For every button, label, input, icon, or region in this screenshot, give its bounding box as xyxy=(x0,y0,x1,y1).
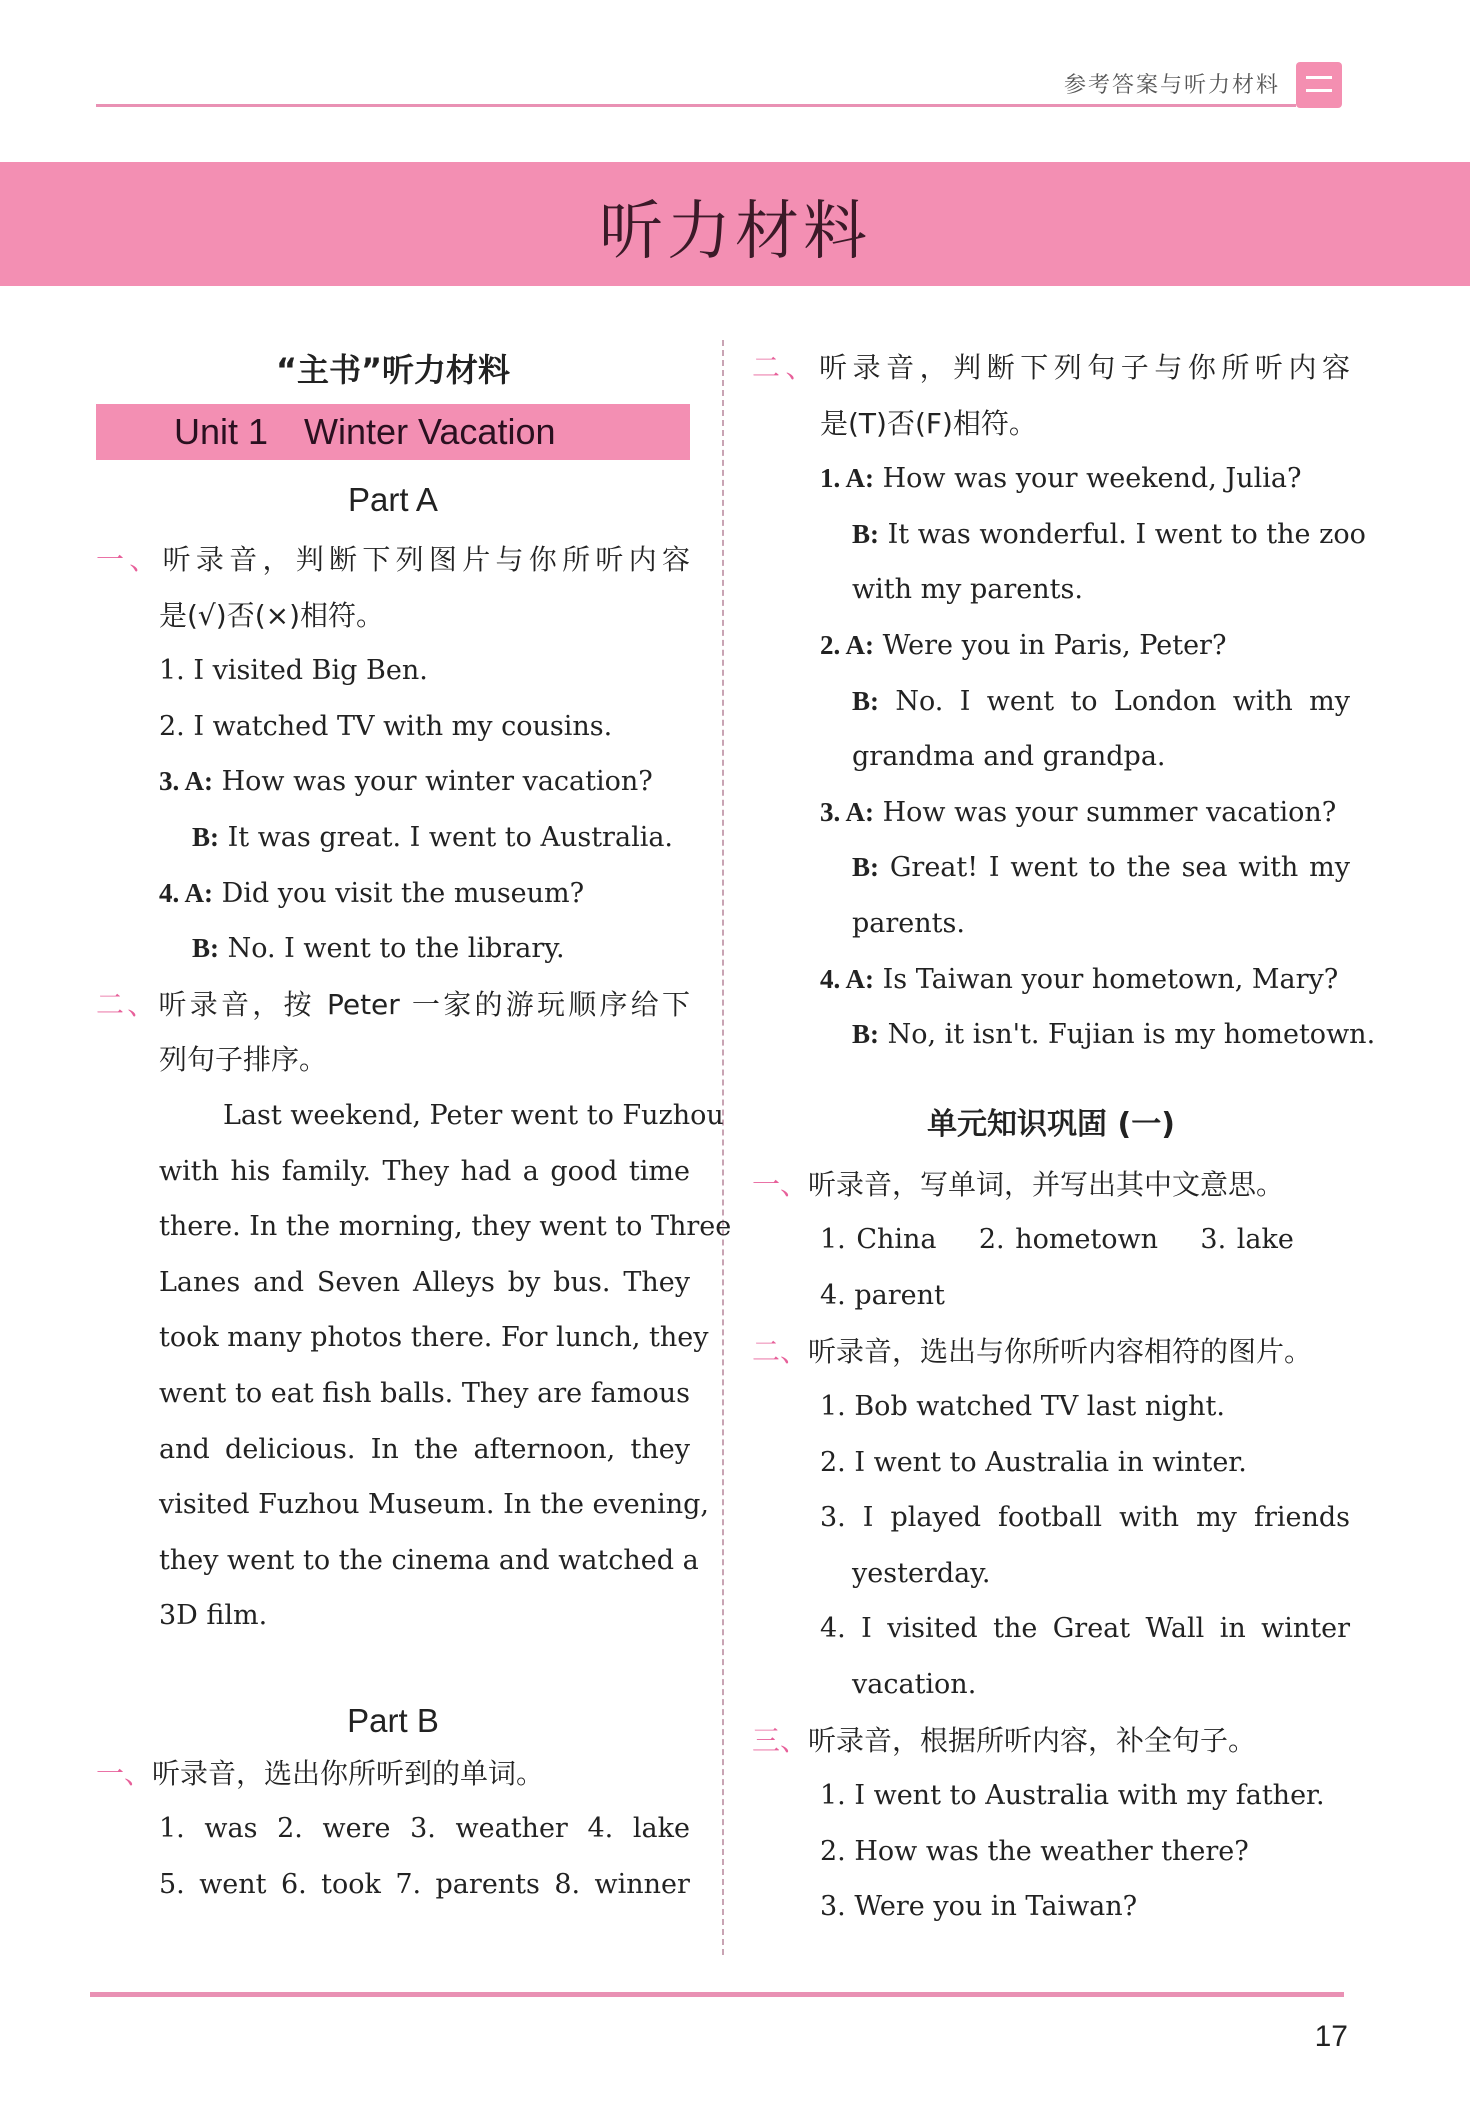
word-item: 2. hometown xyxy=(978,1224,1159,1256)
dialogue-line: 3. A: How was your winter vacation? xyxy=(159,766,653,798)
page-header xyxy=(96,62,1342,108)
page-number: 17 xyxy=(1314,2020,1348,2053)
c-section-2-heading: 二、听录音，选出与你所听内容相符的图片。 xyxy=(752,1334,1313,1368)
passage-line: visited Fuzhou Museum. In the evening, xyxy=(159,1489,709,1521)
list-item: 2. I went to Australia in winter. xyxy=(820,1446,1247,1478)
dialogue-line: B: Great! I went to the sea with my xyxy=(852,852,1350,884)
list-item: 1. I visited Big Ben. xyxy=(159,655,428,687)
word-item: 4. lake xyxy=(587,1813,690,1845)
word-item: 8. winner xyxy=(554,1869,690,1901)
list-item: 2. How was the weather there? xyxy=(820,1835,1249,1867)
dialogue-line: parents. xyxy=(852,907,965,939)
word-item: 3. lake xyxy=(1200,1224,1294,1256)
passage-line: took many photos there. For lunch, they xyxy=(159,1322,709,1354)
passage-line: Last weekend, Peter went to Fuzhou xyxy=(223,1099,724,1131)
list-item: 2. I watched TV with my cousins. xyxy=(159,710,613,742)
consolidation-title: 单元知识巩固 (一) xyxy=(927,1106,1175,1142)
dialogue-line: 4. A: Did you visit the museum? xyxy=(159,877,585,909)
section-1-heading-cont: 是(√)否(×)相符。 xyxy=(159,598,384,632)
book-title: “主书”听力材料 xyxy=(275,351,511,389)
list-item: 3. I played football with my friends xyxy=(820,1502,1350,1534)
c-section-1-heading: 一、听录音，写单词，并写出其中文意思。 xyxy=(752,1167,1285,1201)
word-item: 1. China xyxy=(820,1224,937,1256)
list-item: 4. I visited the Great Wall in winter xyxy=(820,1613,1350,1645)
section-number: 二、 xyxy=(752,351,820,384)
word-item: 5. went xyxy=(159,1869,267,1901)
section-number: 一、 xyxy=(96,1756,153,1790)
dialogue-line: 1. A: How was your weekend, Julia? xyxy=(820,463,1302,495)
dialogue-line: B: No, it isn't. Fujian is my hometown. xyxy=(852,1019,1376,1051)
passage-line: 3D film. xyxy=(159,1600,268,1632)
passage-line: went to eat fish balls. They are famous xyxy=(159,1377,690,1409)
dialogue-line: 4. A: Is Taiwan your hometown, Mary? xyxy=(820,963,1339,995)
dialogue-line: with my parents. xyxy=(852,574,1083,606)
dialogue-line: 3. A: How was your summer vacation? xyxy=(820,796,1337,828)
passage-line: Lanes and Seven Alleys by bus. They xyxy=(159,1266,690,1298)
banner-title: 听力材料 xyxy=(599,195,871,269)
list-item: 3. Were you in Taiwan? xyxy=(820,1891,1138,1923)
dialogue-line: B: It was wonderful. I went to the zoo xyxy=(852,518,1366,550)
unit-number: Unit 1 xyxy=(174,411,269,452)
c-section-3-heading: 三、听录音，根据所听内容，补全句子。 xyxy=(752,1723,1257,1757)
word-item: 7. parents xyxy=(395,1869,540,1901)
section-2-heading: 二、听录音，判断下列句子与你所听内容 xyxy=(752,351,1350,384)
list-item: 1. I went to Australia with my father. xyxy=(820,1780,1325,1812)
section-number: 一、 xyxy=(752,1167,809,1201)
book-badge-icon xyxy=(1296,62,1342,108)
word-row xyxy=(96,1801,690,1857)
unit-name: Winter Vacation xyxy=(304,411,556,452)
section-number: 一、 xyxy=(96,543,163,576)
part-a-title: Part A xyxy=(348,481,438,518)
word-item: 6. took xyxy=(280,1869,381,1901)
word-item: 1. was xyxy=(159,1813,258,1845)
word-row: 4. parent xyxy=(820,1279,945,1311)
unit-bar xyxy=(96,404,690,460)
list-item: 1. Bob watched TV last night. xyxy=(820,1391,1225,1423)
section-number: 三、 xyxy=(752,1723,809,1757)
dialogue-line: grandma and grandpa. xyxy=(852,741,1166,773)
header-rule xyxy=(96,104,1296,107)
right-column xyxy=(752,340,1376,1935)
passage-line: there. In the morning, they went to Three xyxy=(159,1211,732,1243)
part-b-section-1-heading: 一、听录音，选出你所听到的单词。 xyxy=(96,1756,545,1790)
word-item: 2. were xyxy=(277,1813,391,1845)
passage-line: and delicious. In the afternoon, they xyxy=(159,1433,690,1465)
footer-rule xyxy=(90,1992,1344,1997)
section-2-heading: 二、听录音，按 Peter 一家的游玩顺序给下 xyxy=(96,987,690,1021)
word-item: 3. weather xyxy=(410,1813,568,1845)
dialogue-line: B: It was great. I went to Australia. xyxy=(192,821,674,853)
section-number: 二、 xyxy=(96,987,159,1021)
header-title: 参考答案与听力材料 xyxy=(1063,73,1280,98)
passage-line: they went to the cinema and watched a xyxy=(159,1544,699,1576)
column-divider xyxy=(722,340,724,1955)
section-number: 二、 xyxy=(752,1334,809,1368)
left-column xyxy=(96,340,732,1913)
word-row xyxy=(96,1857,690,1913)
section-2-heading-cont: 列句子排序。 xyxy=(159,1043,328,1077)
list-item-cont: vacation. xyxy=(852,1669,977,1701)
passage-line: with his family. They had a good time xyxy=(159,1155,690,1187)
section-banner xyxy=(0,162,1470,286)
dialogue-line: B: No. I went to the library. xyxy=(192,933,565,965)
section-1-heading: 一、听录音，判断下列图片与你所听内容 xyxy=(96,543,690,576)
dialogue-line: B: No. I went to London with my xyxy=(852,685,1350,717)
part-b-title: Part B xyxy=(347,1701,439,1739)
section-2-heading-cont: 是(T)否(F)相符。 xyxy=(820,406,1037,440)
dialogue-line: 2. A: Were you in Paris, Peter? xyxy=(820,629,1227,661)
list-item-cont: yesterday. xyxy=(852,1557,991,1589)
word-row xyxy=(752,1212,1350,1268)
